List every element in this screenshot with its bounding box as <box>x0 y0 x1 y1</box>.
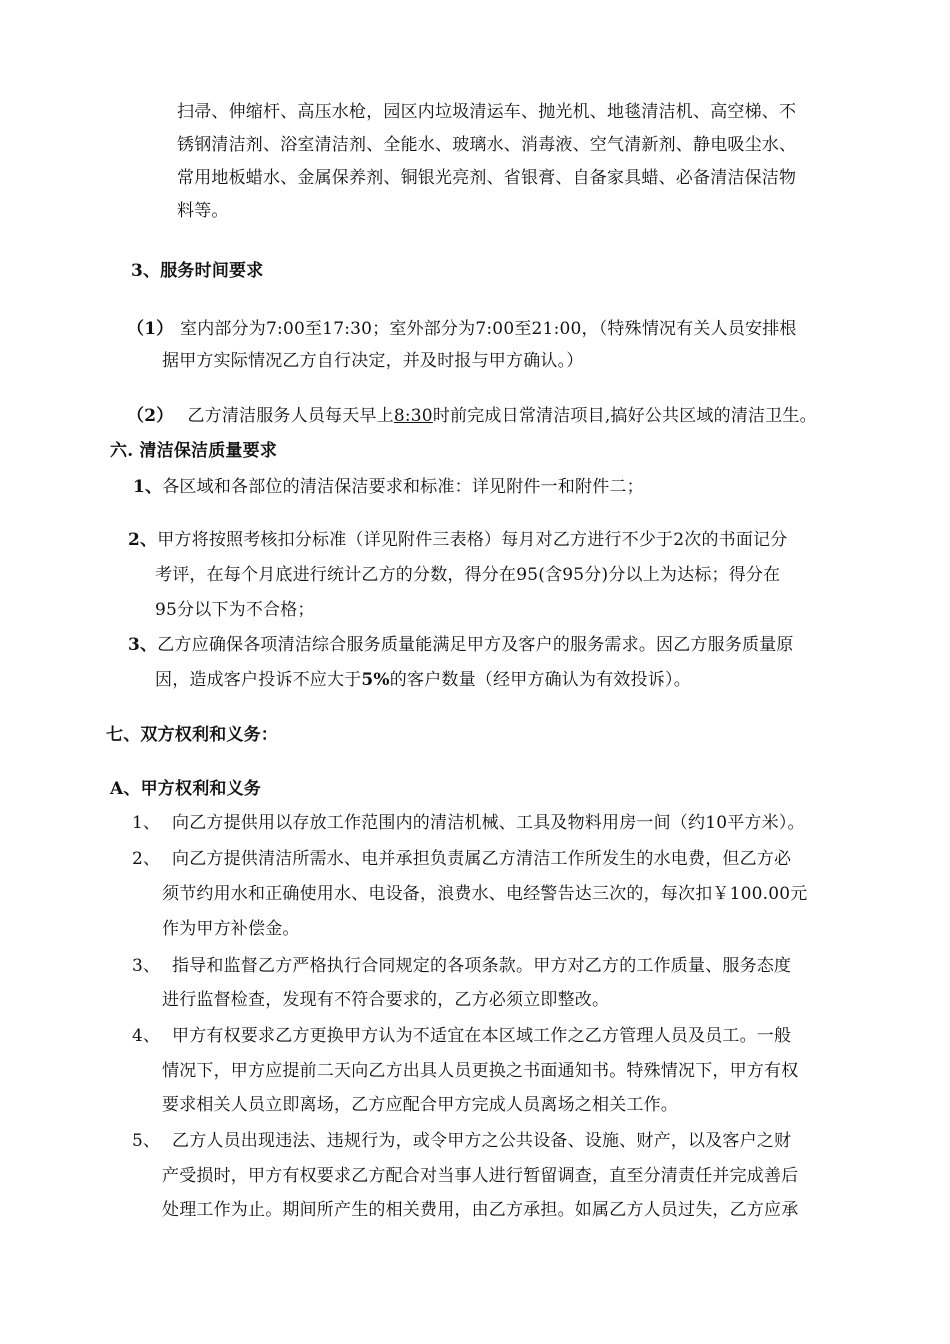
quality-text: 因，造成客户投诉不应大于 <box>155 670 362 690</box>
party-a-heading: A、甲方权利和义务 <box>110 779 261 799</box>
item-number: 2、 <box>128 530 158 550</box>
party-a-line: 进行监督检查，发现有不符合要求的，乙方必须立即整改。 <box>162 990 610 1010</box>
section-7-heading: 七、双方权利和义务： <box>106 725 278 745</box>
item-number: 1、 <box>132 813 161 833</box>
party-a-line: 须节约用水和正确使用水、电设备，浪费水、电经警告达三次的，每次扣￥100.00元 <box>162 884 808 904</box>
materials-line: 料等。 <box>177 201 229 221</box>
service-time-line: 室内部分为7:00至17:30；室外部分为7:00至21:00，（特殊情况有关人员安排根 <box>180 319 797 339</box>
party-a-line: 甲方有权要求乙方更换甲方认为不适宜在本区域工作之乙方管理人员及员工。一般 <box>172 1026 792 1046</box>
quality-item-1 <box>133 476 644 498</box>
party-a-line: 处理工作为止。期间所产生的相关费用，由乙方承担。如属乙方人员过失，乙方应承 <box>162 1200 799 1220</box>
item-number: （2） <box>127 406 174 426</box>
party-a-line: 指导和监督乙方严格执行合同规定的各项条款。甲方对乙方的工作质量、服务态度 <box>172 956 792 976</box>
quality-item-2-line: 考评，在每个月底进行统计乙方的分数，得分在95(含95分)分以上为达标；得分在 <box>155 565 781 585</box>
materials-line: 锈钢清洁剂、浴室清洁剂、全能水、玻璃水、消毒液、空气清新剂、静电吸尘水、 <box>177 135 797 155</box>
service-time-value: 8:30 <box>393 406 433 426</box>
quality-item-2-line <box>128 529 787 551</box>
item-number: 4、 <box>132 1026 161 1046</box>
service-time-line: 据甲方实际情况乙方自行决定，并及时报与甲方确认。） <box>162 351 584 371</box>
party-a-line: 向乙方提供清洁所需水、电并承担负责属乙方清洁工作所发生的水电费，但乙方必 <box>172 849 792 869</box>
party-a-line: 向乙方提供用以存放工作范围内的清洁机械、工具及物料用房一间（约10平方米）。 <box>172 813 805 833</box>
item-number: 5、 <box>132 1131 161 1151</box>
materials-line: 扫帚、伸缩杆、高压水枪，园区内垃圾清运车、抛光机、地毯清洁机、高空梯、不 <box>177 102 797 122</box>
item-number: 1、 <box>133 477 163 497</box>
complaint-rate: 5% <box>361 670 390 690</box>
section-6-heading: 六. 清洁保洁质量要求 <box>110 441 278 461</box>
service-time-text: 时前完成日常清洁项目,搞好公共区域的清洁卫生。 <box>432 406 817 426</box>
quality-item-3-line <box>155 669 691 691</box>
party-a-line: 要求相关人员立即离场，乙方应配合甲方完成人员离场之相关工作。 <box>162 1095 678 1115</box>
quality-text: 各区域和各部位的清洁保洁要求和标准：详见附件一和附件二； <box>162 477 644 497</box>
item-number: （1） <box>127 319 174 339</box>
item-number: 3、 <box>132 956 161 976</box>
party-a-line: 产受损时，甲方有权要求乙方配合对当事人进行暂留调查，直至分清责任并完成善后 <box>162 1166 799 1186</box>
quality-item-2-line: 95分以下为不合格； <box>155 600 315 620</box>
quality-text: 甲方将按照考核扣分标准（详见附件三表格）每月对乙方进行不少于2次的书面记分 <box>157 530 788 550</box>
service-time-text: 乙方清洁服务人员每天早上 <box>187 406 394 426</box>
quality-text: 乙方应确保各项清洁综合服务质量能满足甲方及客户的服务需求。因乙方服务质量原 <box>157 635 794 655</box>
quality-item-3-line <box>128 634 794 656</box>
materials-line: 常用地板蜡水、金属保养剂、铜银光亮剂、省银膏、自备家具蜡、必备清洁保洁物 <box>177 168 797 188</box>
quality-text: 的客户数量（经甲方确认为有效投诉）。 <box>389 670 691 690</box>
party-a-line: 乙方人员出现违法、违规行为，或令甲方之公共设备、设施、财产，以及客户之财 <box>172 1131 792 1151</box>
service-time-item-2 <box>127 405 817 427</box>
section-3-heading: 3、服务时间要求 <box>131 261 264 281</box>
item-number: 2、 <box>132 849 161 869</box>
party-a-line: 作为甲方补偿金。 <box>162 919 300 939</box>
item-number: 3、 <box>128 635 158 655</box>
party-a-line: 情况下，甲方应提前二天向乙方出具人员更换之书面通知书。特殊情况下，甲方有权 <box>162 1061 799 1081</box>
